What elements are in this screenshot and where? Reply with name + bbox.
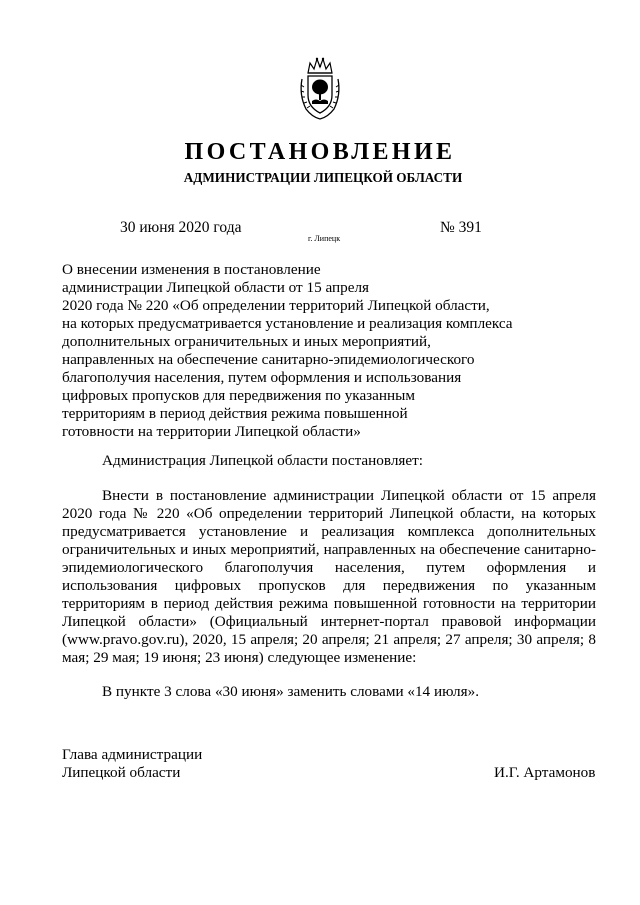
subject-line: на которых предусматривается установление и реализация комплекса bbox=[62, 315, 513, 332]
document-subject bbox=[62, 261, 522, 441]
subject-line: 2020 года № 220 «Об определении территорий Липецкой области, bbox=[62, 297, 490, 314]
resolution-paragraph: Внести в постановление администрации Липецкой области от 15 апреля 2020 года № 220 «Об определении территорий Липецкой области, на которых предусматривается установление и реализация комплекса дополнительных ограничительных и иных мероприятий, направленных на обеспечение санитарно-эпидемиологического благополучия населения, путем оформления и использования цифровых пропусков для передвижения по указанным территориям в период действия режима повышенной готовности на территории Липецкой области» (Официальный интернет-портал правовой информации (www.pravo.gov.ru), 2020, 15 апреля; 20 апреля; 21 апреля; 27 апреля; 30 апреля; 8 мая; 29 мая; 19 июня; 23 июня) следующее изменение: bbox=[62, 487, 596, 666]
subject-line: администрации Липецкой области от 15 апреля bbox=[62, 279, 370, 296]
subject-line: благополучия населения, путем оформления и использования bbox=[62, 369, 462, 386]
signatory-position-line: Липецкой области bbox=[62, 764, 181, 781]
lipetsk-coat-of-arms-icon bbox=[298, 55, 342, 121]
signatory-name: И.Г. Артамонов bbox=[494, 764, 596, 781]
document-city: г. Липецк bbox=[308, 234, 341, 243]
document-number: № 391 bbox=[440, 219, 482, 236]
subject-line: направленных на обеспечение санитарно-эпидемиологического bbox=[62, 351, 475, 368]
signatory-position bbox=[62, 746, 202, 782]
change-paragraph: В пункте 3 слова «30 июня» заменить словами «14 июля». bbox=[102, 683, 479, 700]
subject-line: территориям в период действия режима повышенной bbox=[62, 405, 408, 422]
issuer-subtitle: АДМИНИСТРАЦИИ ЛИПЕЦКОЙ ОБЛАСТИ bbox=[183, 170, 463, 185]
preamble-paragraph: Администрация Липецкой области постановляет: bbox=[102, 452, 423, 469]
subject-line: готовности на территории Липецкой области» bbox=[62, 423, 361, 440]
signatory-position-line: Глава администрации bbox=[62, 746, 203, 763]
subject-line: дополнительных ограничительных и иных мероприятий, bbox=[62, 333, 431, 350]
document-date: 30 июня 2020 года bbox=[120, 219, 242, 236]
subject-line: О внесении изменения в постановление bbox=[62, 261, 321, 278]
subject-line: цифровых пропусков для передвижения по указанным bbox=[62, 387, 415, 404]
document-type-title: ПОСТАНОВЛЕНИЕ bbox=[184, 139, 456, 165]
